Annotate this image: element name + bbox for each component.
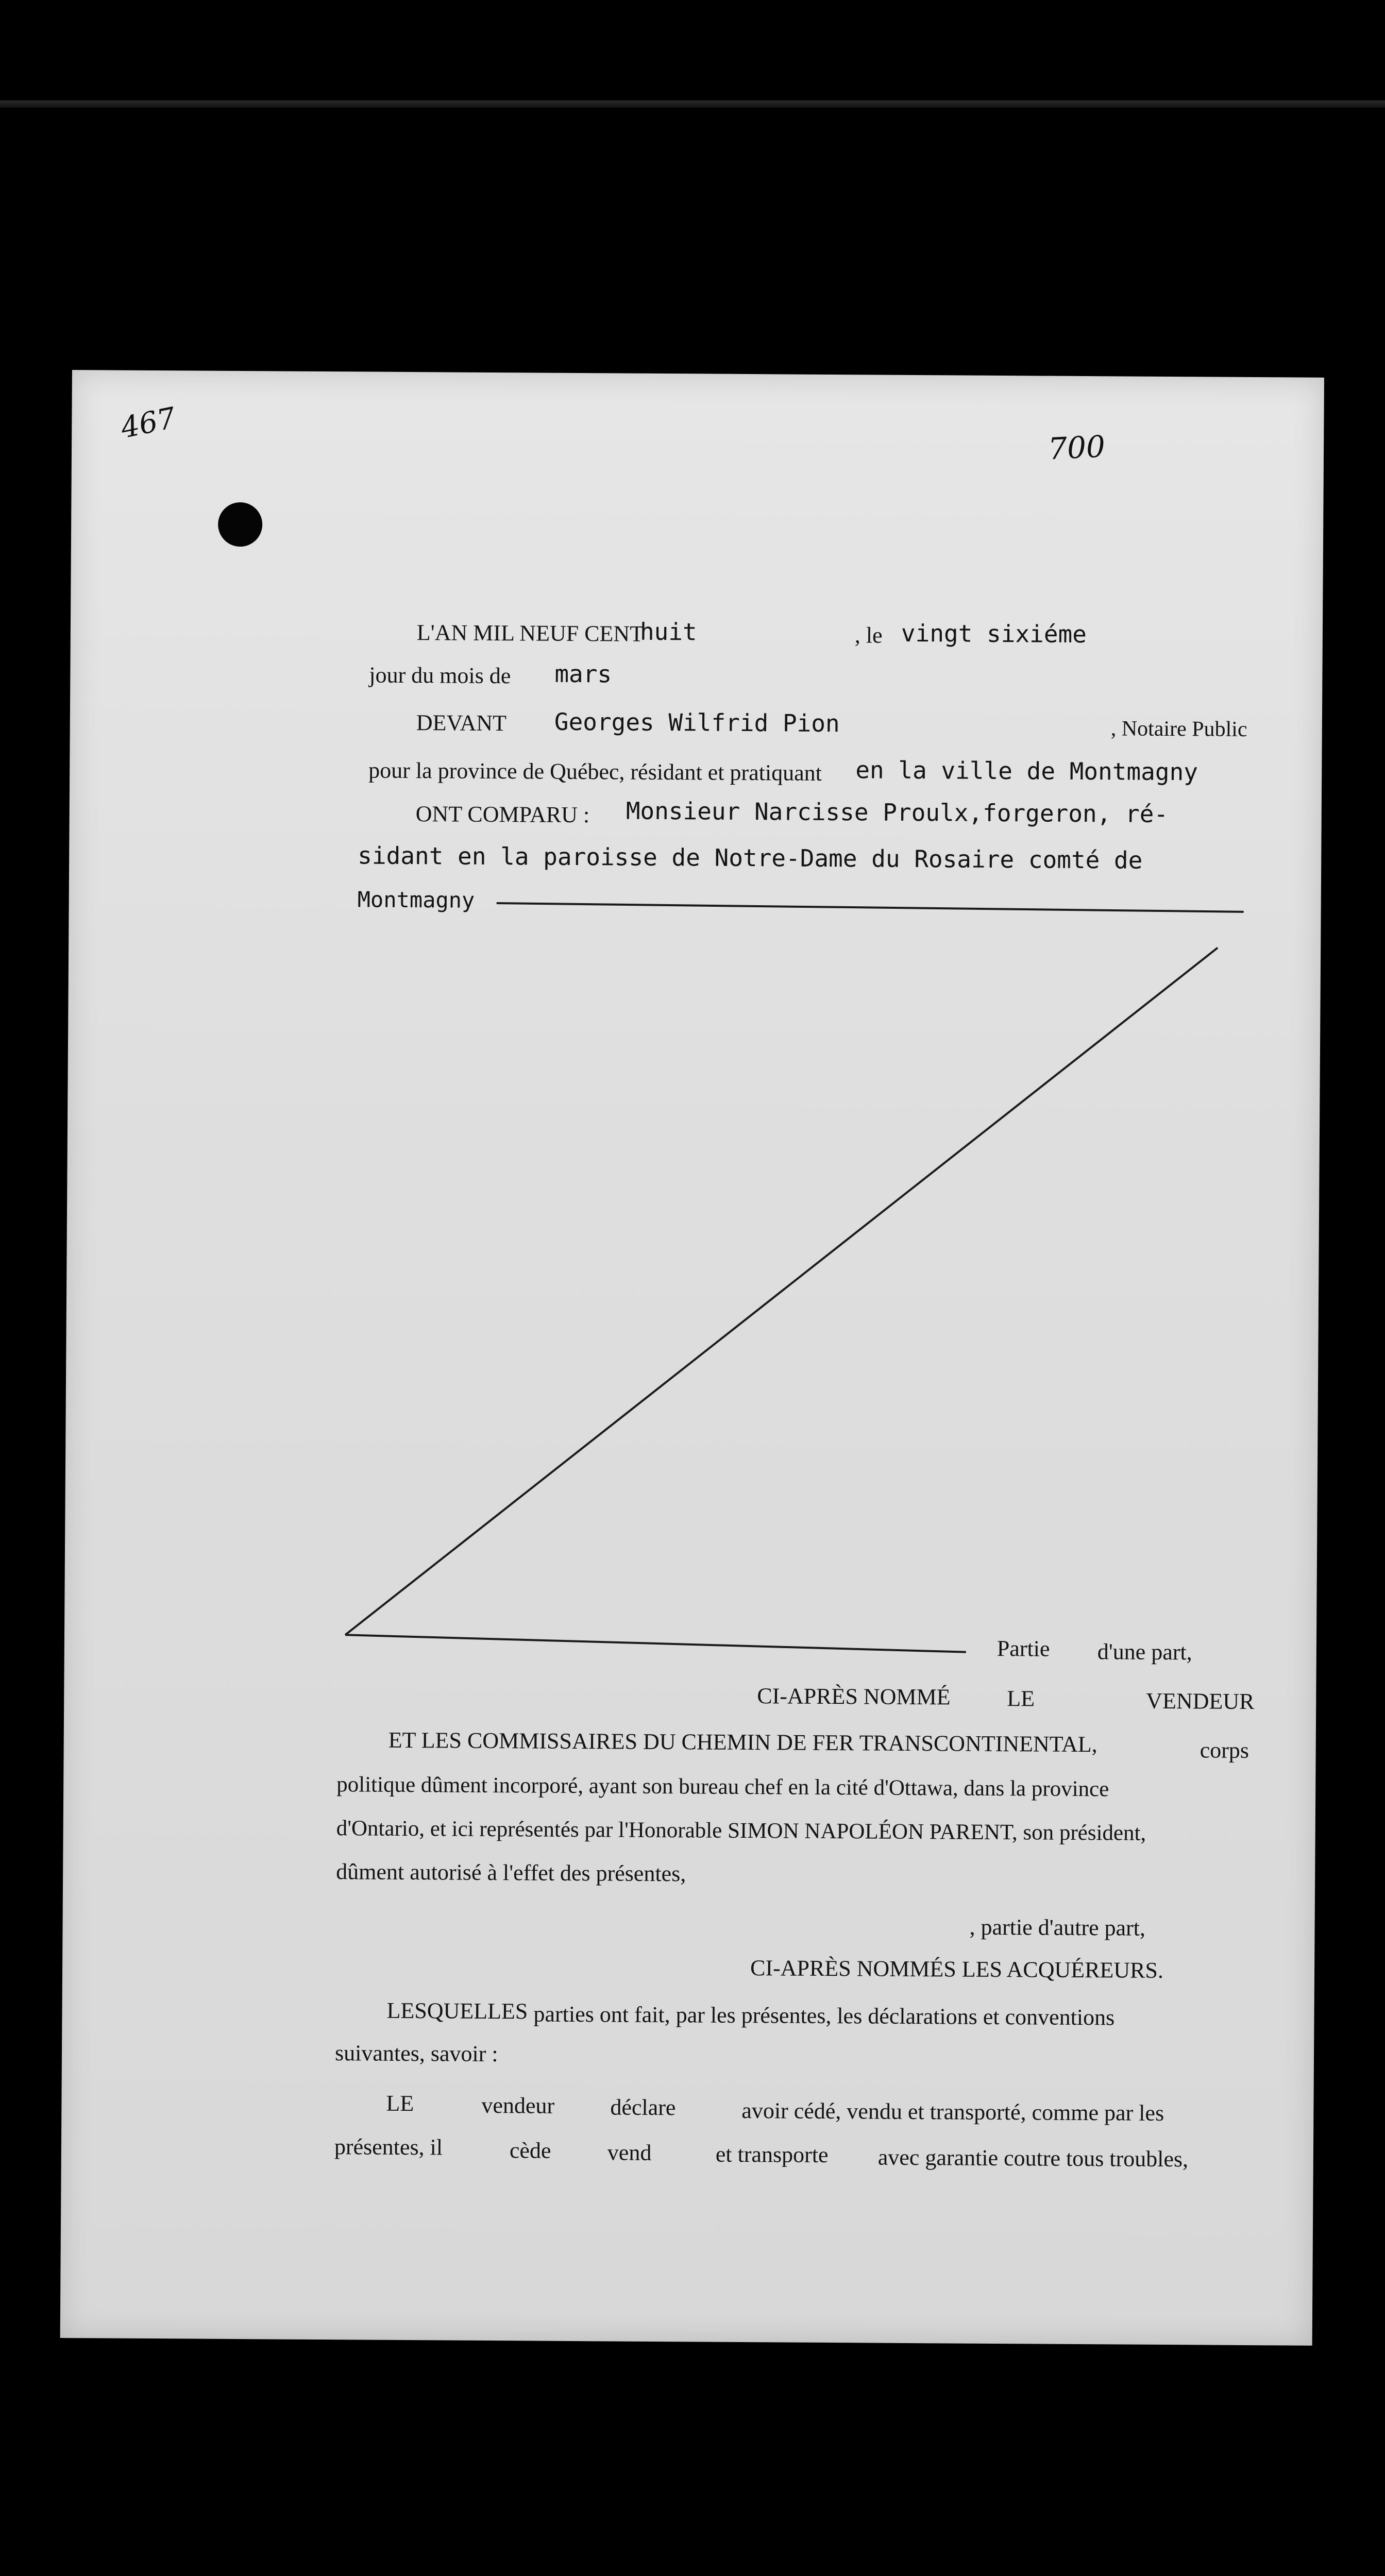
transporte-word: et transporte [715, 2141, 829, 2168]
folio-number-right: 700 [1047, 429, 1106, 467]
autre-part-label: , partie d'autre part, [969, 1914, 1146, 1941]
ont-compare-label: ONT COMPARU : [415, 801, 590, 828]
month-label: jour du mois de [369, 662, 511, 689]
day-separator: , le [854, 622, 883, 648]
cancellation-strokes [60, 370, 1324, 2346]
lesquelles-rest: parties ont fait, par les présentes, les déclarations et conventions [533, 2001, 1115, 2030]
cede-phrase: avoir cédé, vendu et transporté, comme par les [741, 2098, 1164, 2126]
devant-label: DEVANT [416, 710, 507, 736]
le-label: LE [1007, 1686, 1035, 1711]
notary-title: , Notaire Public [1110, 717, 1247, 741]
le-word: LE [386, 2090, 414, 2116]
lesquelles-word: LESQUELLES [386, 1997, 528, 2024]
para2-line-3: dûment autorisé à l'effet des présentes, [336, 1859, 686, 1887]
year-value: huit [639, 617, 697, 646]
year-label: L'AN MIL NEUF CENT [416, 620, 644, 647]
suivantes-line: suivantes, savoir : [334, 2040, 498, 2067]
partie-label: Partie [996, 1636, 1050, 1662]
presentes-il: présentes, il [334, 2134, 443, 2160]
party-line-3: Montmagny [357, 887, 475, 913]
garantie-phrase: avec garantie coutre tous troubles, [877, 2144, 1189, 2172]
commissaires-line: ET LES COMMISSAIRES DU CHEMIN DE FER TRANSCONTINENTAL, [388, 1727, 1097, 1757]
folio-number-left: 467 [117, 401, 179, 446]
para2-line-1: politique dûment incorporé, ayant son bureau chef en la cité d'Ottawa, dans la province [336, 1772, 1109, 1802]
month-value: mars [554, 659, 612, 688]
corps-word: corps [1200, 1737, 1249, 1764]
party-line-2: sidant en la paroisse de Notre-Dame du Rosaire comté de [358, 841, 1143, 874]
day-value: vingt sixiéme [901, 619, 1087, 649]
vend-word: vend [607, 2140, 652, 2165]
diagonal-strike-line [345, 942, 1218, 1640]
residence-value: en la ville de Montmagny [855, 756, 1198, 786]
province-label: pour la province de Québec, résidant et pratiquant [368, 757, 822, 786]
cede-word: cède [509, 2138, 551, 2163]
filler-line-top [497, 903, 1244, 912]
microfilm-edge [0, 100, 1385, 108]
ci-apres-nommes: CI-APRÈS NOMMÉS LES ACQUÉREURS. [750, 1955, 1164, 1983]
filler-line-bottom [345, 1635, 966, 1652]
declare-word: déclare [610, 2094, 676, 2121]
deed-page [60, 370, 1324, 2346]
une-part-label: d'une part, [1097, 1639, 1192, 1665]
notary-name: Georges Wilfrid Pion [554, 707, 840, 738]
party-line-1: Monsieur Narcisse Proulx,forgeron, ré- [626, 796, 1169, 828]
vendeur-word: vendeur [481, 2092, 555, 2119]
para2-line-2: d'Ontario, et ici représentés par l'Honorable SIMON NAPOLÉON PARENT, son président, [336, 1816, 1146, 1845]
ci-apres-nomme: CI-APRÈS NOMMÉ [757, 1683, 951, 1710]
vendeur-label: VENDEUR [1146, 1688, 1255, 1715]
